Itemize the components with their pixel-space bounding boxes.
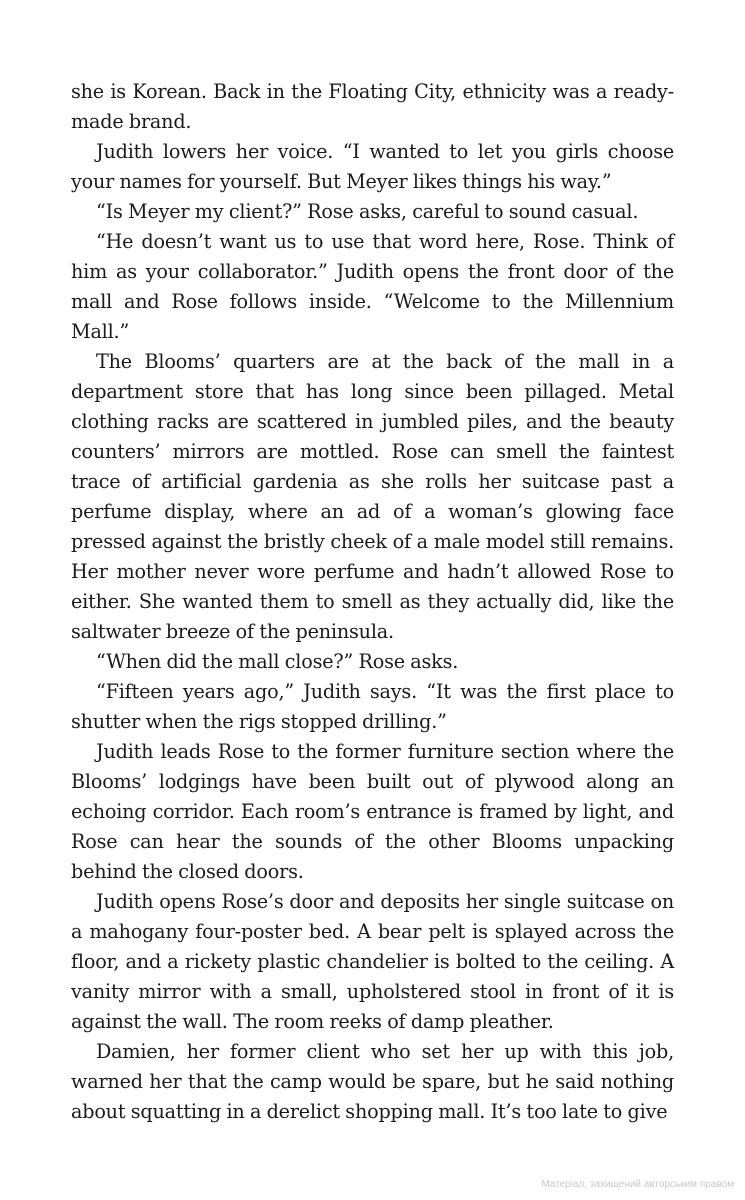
paragraph-1: she is Korean. Back in the Floating City, ethnicity was a ready-made brand. [71,80,674,133]
paragraph-8: Judith leads Rose to the former furniture section where the Blooms’ lodgings have been built out of plywood along an echoing corridor. Each room’s entrance is framed by light, and Rose can hear the sounds of the other Blooms unpacking behind the closed doors. [71,740,674,883]
paragraph-6: “When did the mall close?” Rose asks. [96,650,459,673]
paragraph-10: Damien, her former client who set her up with this job, warned her that the camp would be spare, but he said nothing about squatting in a derelict shopping mall. It’s too late to give [71,1040,674,1123]
paragraph-5: The Blooms’ quarters are at the back of the mall in a department store that has long since been pillaged. Metal clothing racks are scattered in jumbled piles, and the beauty counters’ mirrors are mottled. Rose can smell the faintest trace of artificial gardenia as she rolls her suitcase past a perfume display, where an ad of a woman’s glowing face pressed against the bristly cheek of a male model still remains. Her mother never wore perfume and hadn’t allowed Rose to either. She wanted them to smell as they actually did, like the saltwater breeze of the peninsula. [71,350,674,643]
paragraph-3: “Is Meyer my client?” Rose asks, careful to sound casual. [96,200,639,223]
copyright-watermark: Матеріал, захищений авторським правом [541,1179,734,1190]
paragraph-7: “Fifteen years ago,” Judith says. “It was the first place to shutter when the rigs stopped drilling.” [71,680,674,733]
paragraph-2: Judith lowers her voice. “I wanted to let you girls choose your names for yourself. But Meyer likes things his way.” [71,140,674,193]
paragraph-4: “He doesn’t want us to use that word here, Rose. Think of him as your collaborator.” Judith opens the front door of the mall and Rose follows inside. “Welcome to the Millennium Mall.” [71,230,674,343]
page-body [71,77,674,1127]
paragraph-9: Judith opens Rose’s door and deposits her single suitcase on a mahogany four-poster bed. A bear pelt is splayed across the floor, and a rickety plastic chandelier is bolted to the ceiling. A vanity mirror with a small, upholstered stool in front of it is against the wall. The room reeks of damp pleather. [71,890,674,1033]
